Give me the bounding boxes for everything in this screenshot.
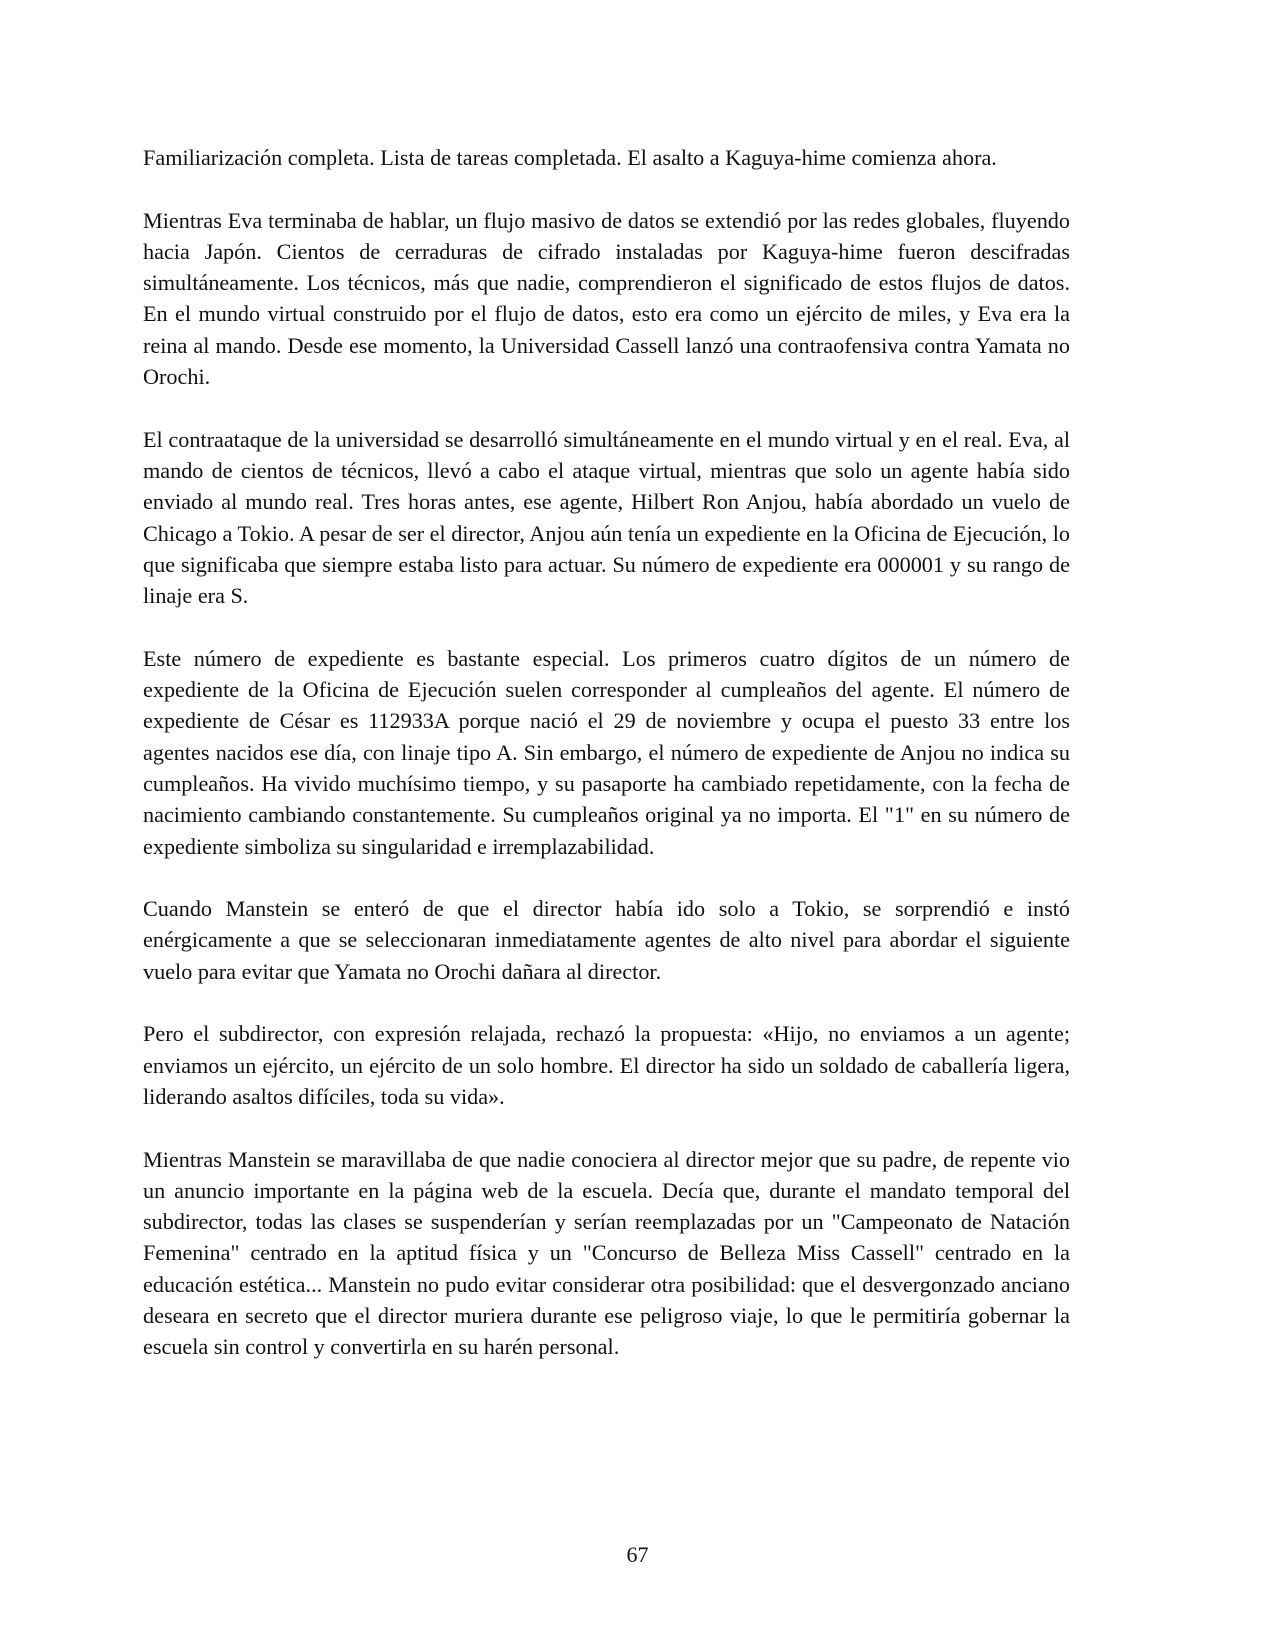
- paragraph-4: Este número de expediente es bastante especial. Los primeros cuatro dígitos de un número de expediente de la Oficina de Ejecución suelen corresponder al cumpleaños del agente. El número de expediente de César es 112933A porque nació el 29 de noviembre y ocupa el puesto 33 entre los agentes nacidos ese día, con linaje tipo A. Sin embargo, el número de expediente de Anjou no indica su cumpleaños. Ha vivido muchísimo tiempo, y su pasaporte ha cambiado repetidamente, con la fecha de nacimiento cambiando constantemente. Su cumpleaños original ya no importa. El "1" en su número de expediente simboliza su singularidad e irremplazabilidad.: [143, 645, 1070, 859]
- paragraph-5: Cuando Manstein se enteró de que el director había ido solo a Tokio, se sorprendió e instó enérgicamente a que se seleccionaran inmediatamente agentes de alto nivel para abordar el siguiente vuelo para evitar que Yamata no Orochi dañara al director.: [143, 896, 1070, 984]
- paragraph-3: El contraataque de la universidad se desarrolló simultáneamente en el mundo virtual y en el real. Eva, al mando de cientos de técnicos, llevó a cabo el ataque virtual, mientras que solo un agente había sido enviado al mundo real. Tres horas antes, ese agente, Hilbert Ron Anjou, había abordado un vuelo de Chicago a Tokio. A pesar de ser el director, Anjou aún tenía un expediente en la Oficina de Ejecución, lo que significaba que siempre estaba listo para actuar. Su número de expediente era 000001 y su rango de linaje era S.: [143, 426, 1070, 609]
- body-text: [143, 142, 1070, 1363]
- paragraph-1: Familiarización completa. Lista de tareas completada. El asalto a Kaguya-hime comienza ahora.: [143, 145, 997, 170]
- paragraph-6: Pero el subdirector, con expresión relajada, rechazó la propuesta: «Hijo, no enviamos a un agente; enviamos un ejército, un ejército de un solo hombre. El director ha sido un soldado de caballería ligera, liderando asaltos difíciles, toda su vida».: [143, 1021, 1070, 1109]
- page-number: 67: [626, 1542, 649, 1567]
- paragraph-2: Mientras Eva terminaba de hablar, un flujo masivo de datos se extendió por las redes globales, fluyendo hacia Japón. Cientos de cerraduras de cifrado instaladas por Kaguya-hime fueron descifradas simultáneamente. Los técnicos, más que nadie, comprendieron el significado de estos flujos de datos. En el mundo virtual construido por el flujo de datos, esto era como un ejército de miles, y Eva era la reina al mando. Desde ese momento, la Universidad Cassell lanzó una contraofensiva contra Yamata no Orochi.: [143, 207, 1070, 390]
- paragraph-7: Mientras Manstein se maravillaba de que nadie conociera al director mejor que su padre, de repente vio un anuncio importante en la página web de la escuela. Decía que, durante el mandato temporal del subdirector, todas las clases se suspenderían y serían reemplazadas por un "Campeonato de Natación Femenina" centrado en la aptitud física y un "Concurso de Belleza Miss Cassell" centrado en la educación estética... Manstein no pudo evitar considerar otra posibilidad: que el desvergonzado anciano deseara en secreto que el director muriera durante ese peligroso viaje, lo que le permitiría gobernar la escuela sin control y convertirla en su harén personal.: [143, 1146, 1070, 1360]
